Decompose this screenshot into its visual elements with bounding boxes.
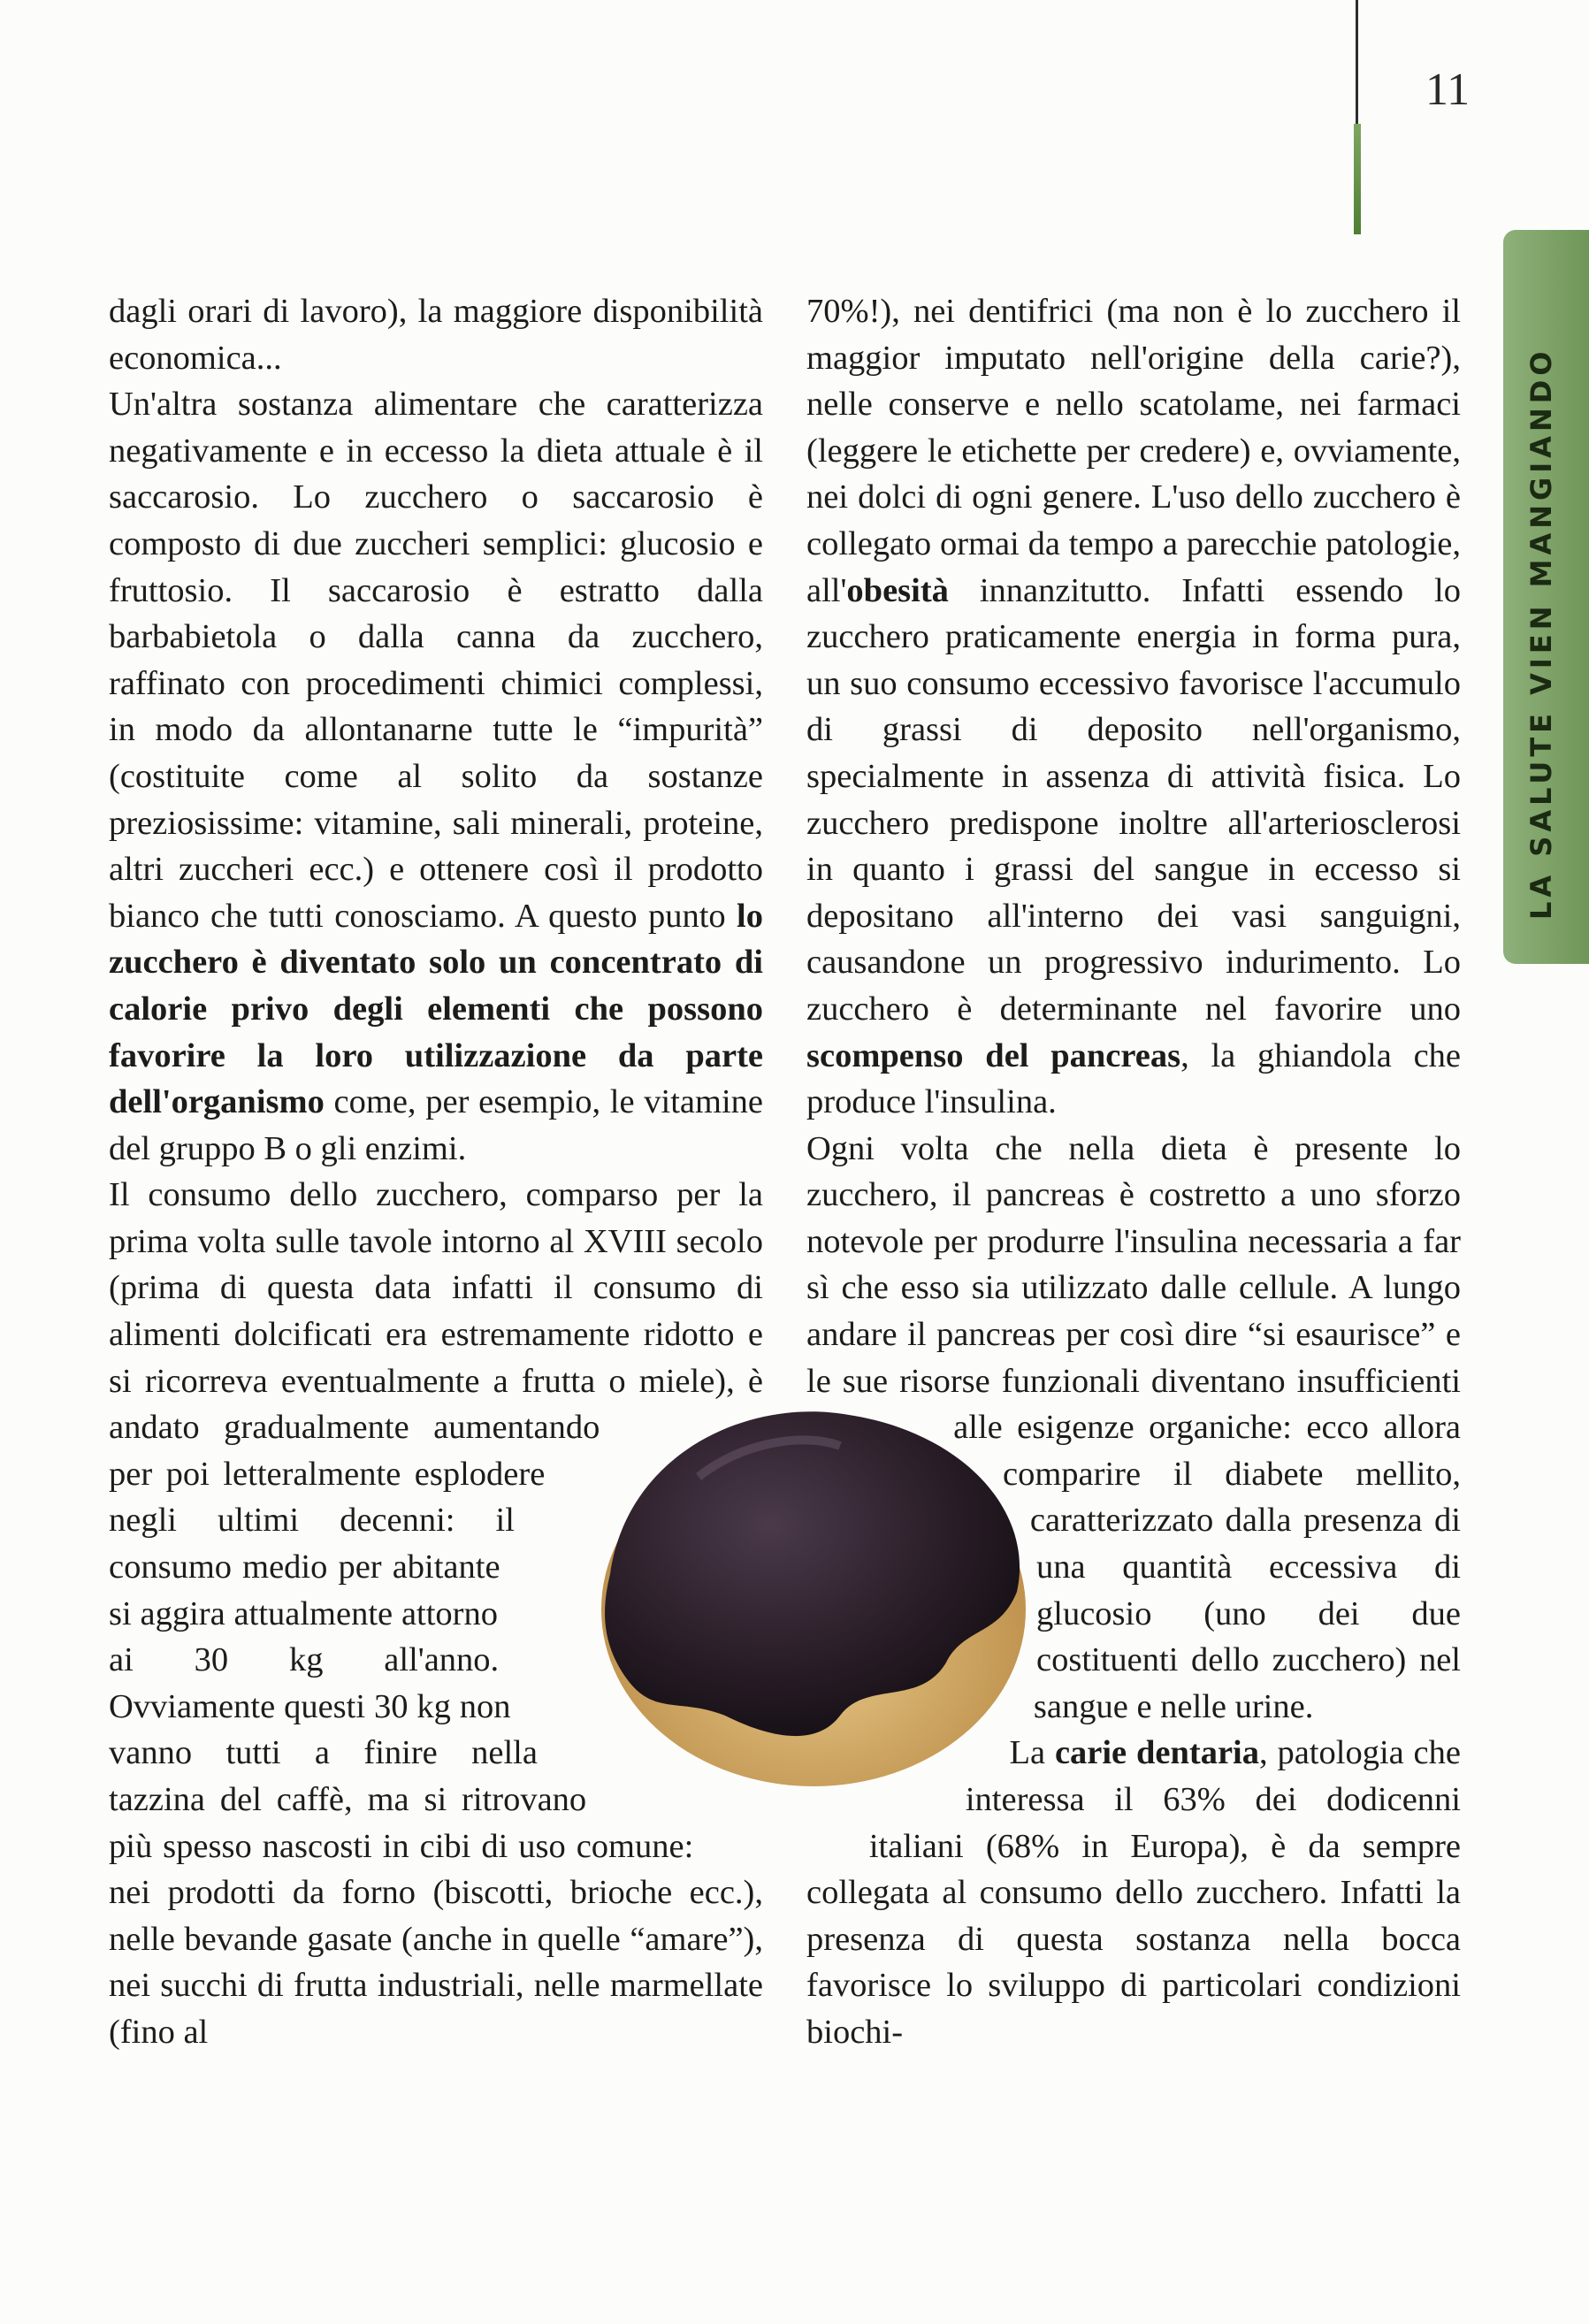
paragraph: La carie dentaria, patologia che interessa il 63% dei dodicenni italiani (68% in Europa), è da sempre collegata al consumo dello zucchero. Infatti la presenza di questa sostanza nella bocca favorisce lo sviluppo di particolari condizioni biochi- [806,1734,1461,2051]
chocolate-covered-pastry-icon [575,1344,1035,1804]
bold-term: scompenso del pancreas [806,1036,1181,1074]
paragraph: dagli orari di lavoro), la maggiore disponibilità economica... [109,293,763,377]
chapter-side-tab-label: LA SALUTE VIEN MANGIANDO [1524,347,1558,920]
header-rule [1356,0,1358,133]
paragraph: 70%!), nei dentifrici (ma non è lo zucchero il maggior imputato nell'origine della carie?), nelle conserve e nello scatolame, nei farmaci (leggere le etichette per credere) e, ovviamente, nei dolci di ogni genere. L'uso dello zucchero è collegato ormai da tempo a parecchie patologie, all'obesità innanzitutto. Infatti essendo lo zucchero praticamente energia in forma pura, un suo consumo eccessivo favorisce l'accumulo di grassi di deposito nell'organismo, specialmente in assenza di attività fisica. Lo zucchero predispone inoltre all'arteriosclerosi in quanto i grassi del sangue in eccesso si depositano all'interno dei vasi sanguigni, causandone un progressivo indurimento. Lo zucchero è determinante nel favorire uno scompenso del pancreas, la ghiandola che produce l'insulina. [806,293,1462,1121]
paragraph: Un'altra sostanza alimentare che caratterizza negativamente e in eccesso la dieta attuale è il saccarosio. Lo zucchero o saccarosio è composto di due zuccheri semplici: glucosio e fruttosio. Il saccarosio è estratto dalla barbabietola o dalla canna da zucchero, raffinato con procedimenti chimici complessi, in modo da allontanarne tutte le “impurità” (costituite come al solito da sostanze preziosissime: vitamine, sali minerali, proteine, altri zuccheri ecc.) e ottenere così il prodotto bianco che tutti conosciamo. A questo punto lo zucchero è diventato solo un concentrato di calorie privo degli elementi che possono favorire la loro utilizzazione da parte dell'organismo come, per esempio, le vitamine del gruppo B o gli enzimi. [109,386,763,1167]
bold-phrase: lo zucchero è diventato solo un concentrato di calorie privo degli elementi che possono favorire la loro utilizzazione da parte dell'organismo [109,897,763,1121]
paragraph: Il consumo dello zucchero, comparso per la prima volta sulle tavole intorno al XVIII secolo (prima di questa data infatti il consumo di alimenti dolcificati era estremamente ridotto e si ricorreva eventualmente a frutta o miele), è andato gradualmente aumentando per poi letteralmente esplodere negli ultimi decenni: il consumo medio per abitante si aggira attualmente attorno ai 30 kg all'anno. Ovviamente questi 30 kg non vanno tutti a finire nella tazzina del caffè, ma si ritrovano più spesso nascosti in cibi di uso comune: nei prodotti da forno (biscotti, brioche ecc.), nelle bevande gasate (anche in quelle “amare”), nei succhi di frutta industriali, nelle marmellate (fino al [109,1176,763,2051]
page-number: 11 [1425,65,1471,115]
header-rule-accent [1354,124,1361,234]
bold-term: carie dentaria [1054,1734,1259,1772]
bold-term: obesità [846,571,949,609]
paragraph: Ogni volta che nella dieta è presente lo zucchero, il pancreas è costretto a uno sforzo notevole per produrre l'insulina necessaria a far sì che esso sia utilizzato dalle cellule. A lungo andare il pancreas per così dire “si esaurisce” e le sue risorse funzionali diventano insufficienti alle esigenze organiche: ecco allora comparire il diabete mellito, caratterizzato dalla presenza di una quantità eccessiva di glucosio (uno dei due costituenti dello zucchero) nel sangue e nelle urine. [806,1129,1461,1725]
